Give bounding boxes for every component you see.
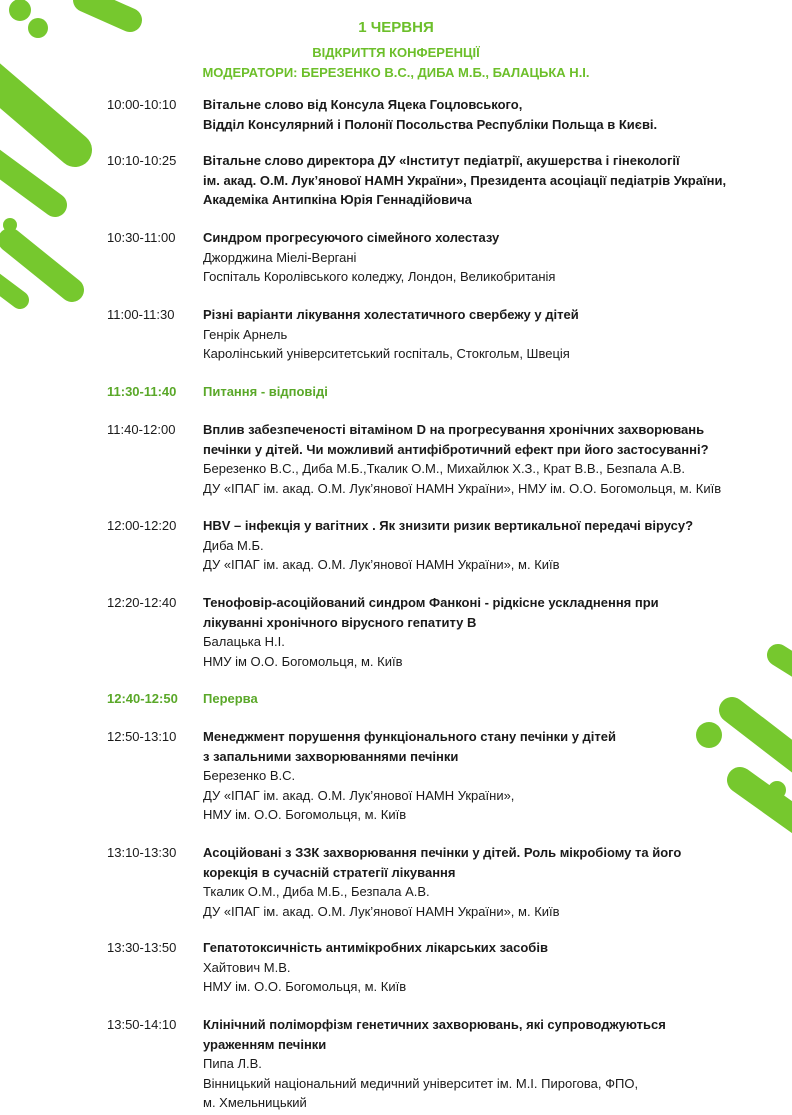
session-time: 11:40-12:00 [107, 422, 176, 437]
session-title: Різні варіанти лікування холестатичного свербежу у дітей [203, 307, 579, 322]
session-title: Питання - відповіді [203, 384, 328, 399]
session-title: HBV – інфекція у вагітних . Як знизити ризик вертикальної передачі вірусу? [203, 518, 694, 533]
session-affiliation: НМУ ім. О.О. Богомольця, м. Київ [203, 807, 407, 822]
qa-break-item [107, 382, 767, 402]
session-item [107, 1015, 767, 1113]
session-item [107, 727, 767, 825]
session-title: ураженням печінки [203, 1036, 327, 1052]
session-title: з запальними захворюваннями печінки [203, 748, 459, 764]
session-time: 10:30-11:00 [107, 230, 176, 245]
session-item [107, 305, 767, 364]
session-item [107, 420, 767, 498]
session-affiliation: ДУ «ІПАГ ім. акад. О.М. Лук’янової НАМН України», м. Київ [203, 903, 560, 919]
session-affiliation: НМУ ім О.О. Богомольця, м. Київ [203, 653, 403, 669]
session-speaker: Диба М.Б. [203, 537, 264, 553]
session-title: Асоційовані з ЗЗК захворювання печінки у дітей. Роль мікробіому та його [203, 845, 682, 860]
session-title: Перерва [203, 691, 258, 706]
session-affiliation: Каролінський університетський госпіталь, Стокгольм, Швеція [203, 346, 570, 361]
session-speaker: Ткалик О.М., Диба М.Б., Безпала А.В. [203, 884, 430, 899]
session-affiliation: ДУ «ІПАГ ім. акад. О.М. Лук’янової НАМН України», НМУ ім. О.О. Богомольця, м. Київ [203, 480, 722, 496]
session-time: 10:10-10:25 [107, 153, 177, 168]
session-time: 13:30-13:50 [107, 940, 177, 955]
session-speaker: Джорджина Міелі-Вергані [203, 249, 357, 265]
conference-opening: ВІДКРИТТЯ КОНФЕРЕНЦІЇ [312, 45, 480, 60]
session-time: 12:00-12:20 [107, 518, 177, 533]
session-time: 11:00-11:30 [107, 307, 175, 322]
session-title: Менеджмент порушення функціонального стану печінки у дітей [203, 729, 616, 744]
session-title: Вплив забезпеченості вітаміном D на прогресування хронічних захворювань [203, 422, 705, 437]
session-item [107, 516, 767, 575]
session-affiliation: Вінницький національний медичний університет ім. М.І. Пирогова, ФПО, [203, 1075, 639, 1091]
session-item [107, 228, 767, 287]
session-item [107, 938, 767, 997]
session-speaker: Балацька Н.І. [203, 634, 285, 649]
session-item [107, 843, 767, 921]
session-title: корекція в сучасній стратегії лікування [203, 864, 456, 880]
session-time: 12:40-12:50 [107, 691, 178, 706]
session-title: Академіка Антипкіна Юрія Геннадійовича [203, 192, 472, 207]
session-title: лікуванні хронічного вірусного гепатиту В [203, 614, 477, 630]
session-time: 12:20-12:40 [107, 595, 177, 610]
coffee-break-item [107, 689, 767, 709]
session-title: Відділ Консулярний і Полонії Посольства Республіки Польща в Києві. [203, 116, 658, 132]
session-affiliation: ДУ «ІПАГ ім. акад. О.М. Лук’янової НАМН України», м. Київ [203, 557, 560, 572]
session-time: 10:00-10:10 [107, 97, 177, 112]
session-affiliation: НМУ ім. О.О. Богомольця, м. Київ [203, 979, 407, 994]
session-time: 12:50-13:10 [107, 729, 177, 744]
session-title: Гепатотоксичність антимікробних лікарських засобів [203, 940, 548, 955]
session-speaker: Генрік Арнель [203, 326, 288, 342]
session-title: Вітальне слово директора ДУ «Інститут педіатрії, акушерства і гінекології [203, 153, 680, 168]
session-speaker: Хайтович М.В. [203, 959, 291, 975]
session-speaker: Березенко В.С. [203, 768, 296, 783]
session-speaker: Березенко В.С., Диба М.Б.,Ткалик О.М., Михайлюк Х.З., Крат В.В., Безпала А.В. [203, 461, 686, 476]
session-title: печінки у дітей. Чи можливий антифібротичний ефект при його застосуванні? [203, 441, 709, 457]
session-speaker: Пипа Л.В. [203, 1056, 262, 1071]
moderators: МОДЕРАТОРИ: БЕРЕЗЕНКО В.С., ДИБА М.Б., БАЛАЦЬКА Н.І. [202, 65, 590, 80]
session-time: 11:30-11:40 [107, 384, 177, 399]
session-title: Синдром прогресуючого сімейного холестазу [203, 230, 500, 245]
session-title: Клінічний поліморфізм генетичних захворювань, які супроводжуються [203, 1017, 666, 1032]
session-affiliation: Госпіталь Королівського коледжу, Лондон, Великобританія [203, 269, 556, 284]
session-title: Тенофовір-асоційований синдром Фанконі - рідкісне ускладнення при [203, 595, 659, 610]
day-date: 1 ЧЕРВНЯ [358, 19, 434, 36]
session-affiliation: ДУ «ІПАГ ім. акад. О.М. Лук’янової НАМН України», [203, 787, 515, 803]
session-time: 13:50-14:10 [107, 1017, 177, 1032]
session-item [107, 593, 767, 671]
session-title: ім. акад. О.М. Лук’янової НАМН України», Президента асоціації педіатрів України, [203, 172, 727, 188]
session-item [107, 95, 767, 134]
session-title: Вітальне слово від Консула Яцека Гоцловського, [203, 97, 523, 112]
session-affiliation: м. Хмельницький [203, 1095, 307, 1110]
session-time: 13:10-13:30 [107, 845, 177, 860]
session-item [107, 151, 767, 210]
